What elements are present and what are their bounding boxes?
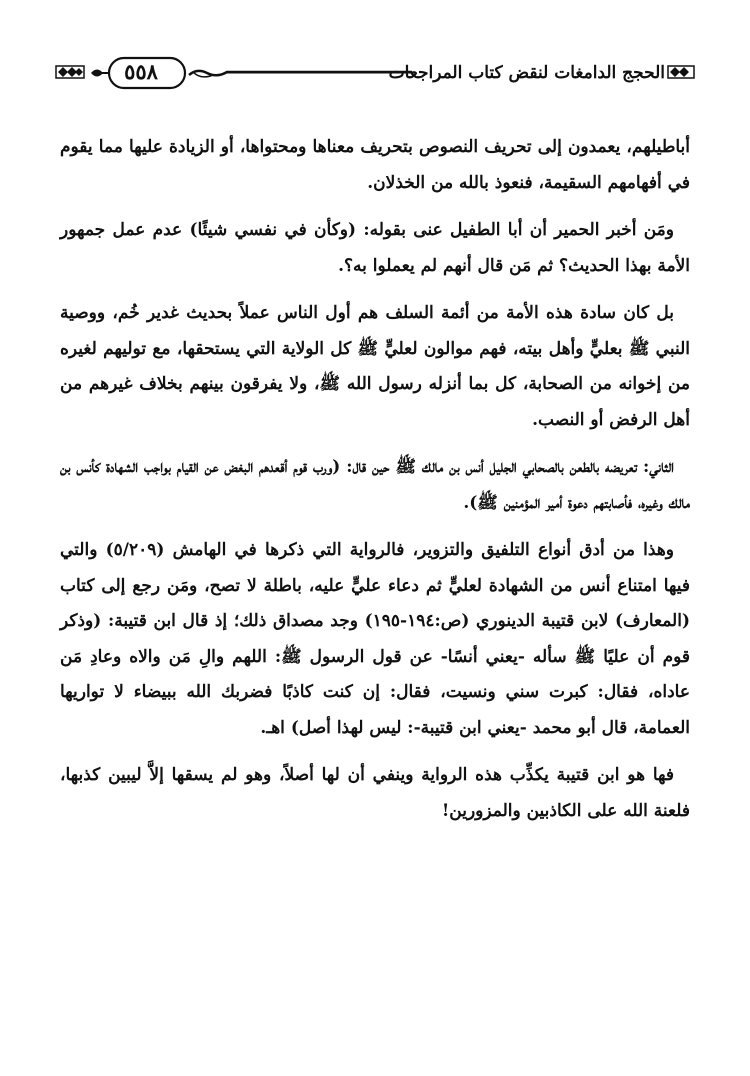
paragraph-5: وهذا من أدق أنواع التلفيق والتزوير، فالرواية التي ذكرها في الهامش (٥/٢٠٩) والتي فيها امتناع أنس من الشهادة لعليٍّ ثم دعاء عليٍّ عليه، باطلة لا تصح، ومَن رجع إلى كتاب (المعارف) لابن قتيبة الدينوري (ص:١٩٤-١٩٥) وجد مصداق ذلك؛ إذ قال ابن قتيبة: (وذكر قوم أن عليًا ﷺ سأله -يعني أنسًا- عن قول الرسول ﷺ: اللهم والِ مَن والاه وعادِ مَن عاداه، فقال: كبرت سني ونسيت، فقال: إن كنت كاذبًا فضربك الله ببيضاء لا تواريها العمامة، قال أبو محمد -يعني ابن قتيبة-: ليس لهذا أصل) اهـ. [60, 540, 690, 738]
paragraph-1: أباطيلهم، يعمدون إلى تحريف النصوص بتحريف معناها ومحتواها، أو الزيادة عليها مما يقوم في أفهامهم السقيمة، فنعوذ بالله من الخذلان. [60, 137, 690, 193]
second-label: الثاني: [643, 457, 674, 477]
second-text: تعريضه بالطعن بالصحابي الجليل أنس بن مالك ﷺ حين قال: (ورب قوم أقعدهم البغض عن القيام بواجب الشهادة كأنس بن مالك وغيره، فأصابتهم دعوة أمير المؤمنين ﷺ). [60, 457, 690, 513]
paragraph-2: ومَن أخبر الحمير أن أبا الطفيل عنى بقوله: (وكأن في نفسي شيئًا) عدم عمل جمهور الأمة بهذا الحديث؟ ثم مَن قال أنهم لم يعملوا به؟. [60, 220, 690, 276]
ornament-left-icon [55, 64, 85, 80]
paragraph-3: بل كان سادة هذه الأمة من أئمة السلف هم أول الناس عملاً بحديث غدير خُم، ووصية النبي ﷺ بعليٍّ وأهل بيته، فهم موالون لعليٍّ ﷺ كل الولاية التي يستحقها، مع توليهم لغيره من إخوانه من الصحابة، كل بما أنزله رسول الله ﷺ، ولا يفرقون بينهم بخلاف غيرهم من أهل الرفض أو النصب. [60, 303, 690, 430]
page-number: ٥٥٨ [124, 59, 158, 84]
body-text [60, 130, 690, 841]
paragraph-6: فها هو ابن قتيبة يكذِّب هذه الرواية وينفي أن لها أصلاً، وهو لم يسقها إلاَّ ليبين كذبها، فلعنة الله على الكاذبين والمزورين! [60, 765, 690, 821]
paragraph-second [60, 450, 690, 521]
ornament-right-icon [667, 64, 695, 80]
page-header [55, 54, 695, 94]
header-rule-icon [187, 60, 417, 86]
page-title: الحجج الدامغات لنقض كتاب المراجعات [388, 63, 665, 83]
